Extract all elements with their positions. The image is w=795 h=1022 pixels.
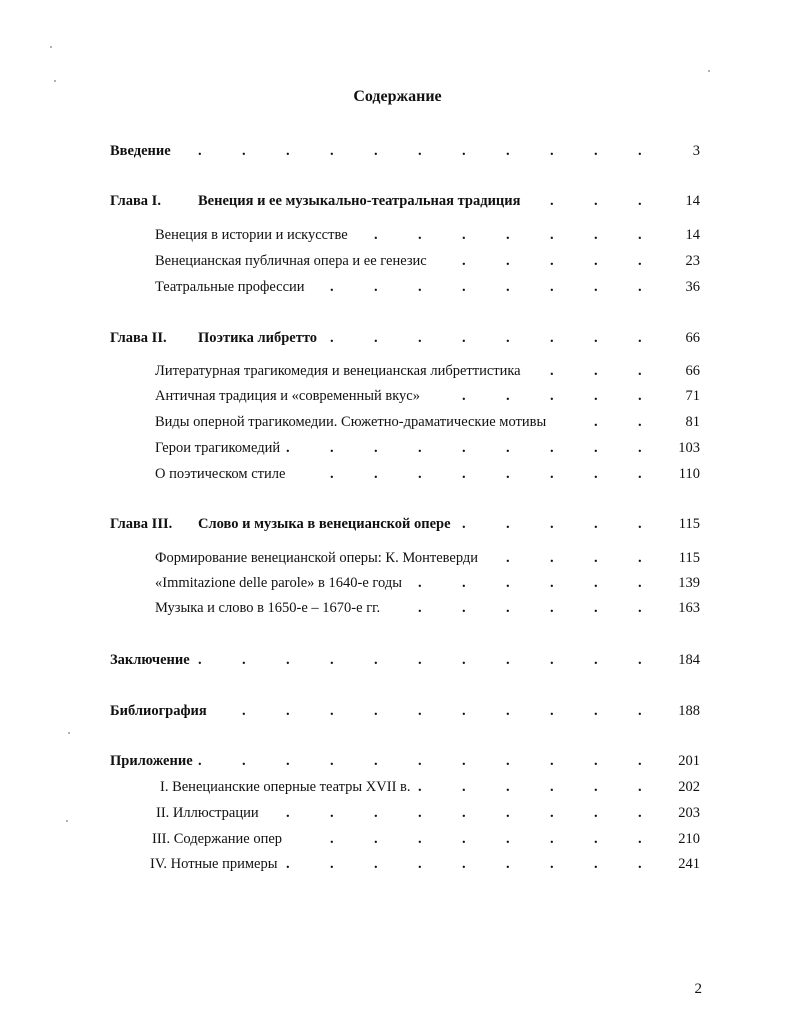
leader-dot: . (418, 856, 422, 872)
leader-dot: . (418, 779, 422, 795)
leader-dot: . (550, 363, 554, 379)
toc-label: Античная традиция и «современный вкус» (155, 388, 420, 404)
leader-dot: . (330, 703, 334, 719)
toc-page-number: 14 (685, 193, 700, 209)
leader-dot: . (418, 279, 422, 295)
toc-entry-section (155, 598, 715, 618)
leader-dot: . (638, 279, 642, 295)
toc-page-number: 14 (685, 227, 700, 243)
toc-entry-section (155, 386, 715, 406)
leader-dot: . (638, 652, 642, 668)
toc-page-number: 139 (678, 575, 700, 591)
toc-entry-chapter-2 (110, 328, 710, 348)
scan-speck (54, 80, 56, 82)
toc-entry-chapter-1 (110, 191, 710, 211)
toc-label: Приложение (110, 753, 193, 769)
leader-dot: . (550, 388, 554, 404)
leader-dot: . (330, 143, 334, 159)
leader-dot: . (462, 805, 466, 821)
toc-entry-section (155, 573, 715, 593)
leader-dot: . (550, 253, 554, 269)
scan-speck (66, 820, 68, 822)
toc-label: О поэтическом стиле (155, 466, 286, 482)
toc-page-number: 23 (685, 253, 700, 269)
leader-dot: . (330, 466, 334, 482)
leader-dot: . (638, 388, 642, 404)
leader-dot: . (638, 227, 642, 243)
leader-dot: . (506, 550, 510, 566)
toc-entry-section (155, 412, 715, 432)
leader-dot: . (462, 856, 466, 872)
leader-dot: . (462, 279, 466, 295)
leader-dot: . (550, 856, 554, 872)
toc-label: Литературная трагикомедия и венецианская либреттистика (155, 363, 521, 379)
toc-entry-section (155, 277, 715, 297)
leader-dot: . (594, 193, 598, 209)
leader-dot: . (638, 330, 642, 346)
leader-dot: . (418, 575, 422, 591)
leader-dot: . (506, 440, 510, 456)
leader-dot: . (242, 652, 246, 668)
leader-dot: . (374, 143, 378, 159)
page-title: Содержание (353, 88, 442, 105)
leader-dot: . (506, 600, 510, 616)
leader-dot: . (506, 253, 510, 269)
leader-dot: . (374, 831, 378, 847)
leader-dot: . (594, 466, 598, 482)
toc-page-number: 3 (692, 143, 700, 159)
leader-dot: . (374, 440, 378, 456)
leader-dot: . (462, 330, 466, 346)
leader-dot: . (506, 466, 510, 482)
leader-dot: . (330, 805, 334, 821)
toc-label: Слово и музыка в венецианской опере (198, 516, 451, 532)
chapter-number: Глава III. (110, 516, 173, 532)
leader-dot: . (638, 516, 642, 532)
leader-dot: . (638, 779, 642, 795)
leader-dot: . (550, 227, 554, 243)
leader-dot: . (638, 143, 642, 159)
leader-dot: . (418, 440, 422, 456)
leader-dot: . (462, 575, 466, 591)
toc-label: II. Иллюстрации (156, 805, 259, 821)
leader-dot: . (374, 753, 378, 769)
toc-entry-bibliography (110, 701, 710, 721)
toc-page-number: 36 (685, 279, 700, 295)
leader-dot: . (418, 652, 422, 668)
toc-label: IV. Нотные примеры (150, 856, 278, 872)
toc-label: Герои трагикомедий (155, 440, 281, 456)
toc-entry-chapter-3 (110, 514, 710, 534)
leader-dot: . (462, 253, 466, 269)
leader-dot: . (198, 753, 202, 769)
leader-dot: . (594, 227, 598, 243)
toc-page-number: 202 (678, 779, 700, 795)
leader-dot: . (418, 143, 422, 159)
leader-dot: . (330, 652, 334, 668)
leader-dot: . (550, 703, 554, 719)
toc-page-number: 66 (685, 363, 700, 379)
toc-label: Формирование венецианской оперы: К. Монтеверди (155, 550, 479, 566)
leader-dot: . (286, 753, 290, 769)
toc-page-number: 203 (678, 805, 700, 821)
leader-dot: . (506, 227, 510, 243)
leader-dot: . (462, 753, 466, 769)
leader-dot: . (330, 856, 334, 872)
toc-entry-appendix-item (150, 854, 715, 874)
leader-dot: . (594, 703, 598, 719)
leader-dot: . (638, 753, 642, 769)
toc-entry-section (155, 361, 715, 381)
leader-dot: . (506, 753, 510, 769)
toc-label: «Immitazione delle parole» в 1640-е годы (155, 575, 402, 591)
toc-label: Виды оперной трагикомедии. Сюжетно-драматические мотивы (155, 414, 547, 430)
toc-entry-appendix (110, 751, 710, 771)
toc-entry-section (155, 251, 715, 271)
leader-dot: . (506, 388, 510, 404)
leader-dot: . (550, 550, 554, 566)
leader-dot: . (286, 143, 290, 159)
leader-dot: . (242, 143, 246, 159)
leader-dot: . (638, 414, 642, 430)
leader-dot: . (638, 831, 642, 847)
leader-dot: . (374, 227, 378, 243)
toc-entry-section (155, 225, 715, 245)
toc-entry-appendix-item (156, 803, 715, 823)
leader-dot: . (506, 703, 510, 719)
leader-dot: . (638, 600, 642, 616)
scan-speck (68, 732, 70, 734)
toc-entry-section (155, 438, 715, 458)
toc-label: Поэтика либретто (198, 330, 318, 346)
leader-dot: . (462, 703, 466, 719)
leader-dot: . (242, 753, 246, 769)
leader-dot: . (594, 779, 598, 795)
toc-entry-section (155, 548, 715, 568)
leader-dot: . (506, 143, 510, 159)
leader-dot: . (506, 279, 510, 295)
leader-dot: . (638, 856, 642, 872)
toc-page-number: 110 (678, 466, 700, 482)
leader-dot: . (594, 330, 598, 346)
leader-dot: . (550, 753, 554, 769)
leader-dot: . (638, 193, 642, 209)
toc-page-number: 81 (685, 414, 700, 430)
leader-dot: . (418, 330, 422, 346)
toc-entry-introduction (110, 141, 710, 161)
toc-page-number: 210 (678, 831, 700, 847)
leader-dot: . (418, 600, 422, 616)
leader-dot: . (330, 440, 334, 456)
leader-dot: . (462, 466, 466, 482)
leader-dot: . (286, 856, 290, 872)
leader-dot: . (330, 831, 334, 847)
leader-dot: . (594, 414, 598, 430)
chapter-number: Глава I. (110, 193, 161, 209)
leader-dot: . (594, 516, 598, 532)
leader-dot: . (418, 703, 422, 719)
toc-page-number: 115 (678, 516, 700, 532)
toc-label: Библиография (110, 703, 207, 719)
leader-dot: . (638, 440, 642, 456)
leader-dot: . (462, 831, 466, 847)
scan-speck (708, 70, 710, 72)
leader-dot: . (506, 652, 510, 668)
leader-dot: . (550, 805, 554, 821)
leader-dot: . (374, 703, 378, 719)
leader-dot: . (550, 440, 554, 456)
leader-dot: . (594, 253, 598, 269)
leader-dot: . (594, 143, 598, 159)
leader-dot: . (506, 831, 510, 847)
leader-dot: . (242, 703, 246, 719)
leader-dot: . (506, 856, 510, 872)
leader-dot: . (638, 253, 642, 269)
leader-dot: . (286, 652, 290, 668)
leader-dot: . (550, 575, 554, 591)
leader-dot: . (506, 805, 510, 821)
leader-dot: . (330, 279, 334, 295)
leader-dot: . (418, 805, 422, 821)
chapter-number: Глава II. (110, 330, 167, 346)
leader-dot: . (638, 703, 642, 719)
leader-dot: . (594, 575, 598, 591)
toc-label: III. Содержание опер (152, 831, 283, 847)
toc-label: Заключение (110, 652, 190, 668)
leader-dot: . (418, 753, 422, 769)
toc-entry-section (155, 464, 715, 484)
leader-dot: . (506, 575, 510, 591)
leader-dot: . (594, 600, 598, 616)
leader-dot: . (550, 652, 554, 668)
toc-label: Венеция и ее музыкально-театральная традиция (198, 193, 521, 209)
leader-dot: . (594, 856, 598, 872)
leader-dot: . (418, 831, 422, 847)
leader-dot: . (638, 363, 642, 379)
leader-dot: . (374, 466, 378, 482)
leader-dot: . (462, 779, 466, 795)
toc-page-number: 241 (678, 856, 700, 872)
toc-page-number: 201 (678, 753, 700, 769)
toc-page-number: 163 (678, 600, 700, 616)
leader-dot: . (506, 779, 510, 795)
leader-dot: . (594, 805, 598, 821)
toc-page-number: 103 (678, 440, 700, 456)
leader-dot: . (594, 388, 598, 404)
leader-dot: . (462, 227, 466, 243)
leader-dot: . (550, 330, 554, 346)
toc-page-number: 188 (678, 703, 700, 719)
leader-dot: . (374, 652, 378, 668)
leader-dot: . (506, 516, 510, 532)
leader-dot: . (550, 143, 554, 159)
leader-dot: . (638, 575, 642, 591)
leader-dot: . (550, 516, 554, 532)
leader-dot: . (198, 652, 202, 668)
leader-dot: . (594, 652, 598, 668)
leader-dot: . (594, 831, 598, 847)
leader-dot: . (594, 753, 598, 769)
leader-dot: . (550, 779, 554, 795)
leader-dot: . (286, 440, 290, 456)
leader-dot: . (594, 279, 598, 295)
leader-dot: . (286, 805, 290, 821)
leader-dot: . (594, 363, 598, 379)
leader-dot: . (198, 143, 202, 159)
toc-page-number: 184 (678, 652, 700, 668)
leader-dot: . (462, 143, 466, 159)
leader-dot: . (418, 227, 422, 243)
leader-dot: . (462, 600, 466, 616)
toc-label: Театральные профессии (155, 279, 305, 295)
toc-page-number: 71 (685, 388, 700, 404)
leader-dot: . (330, 330, 334, 346)
scan-speck (50, 46, 52, 48)
toc-page-number: 115 (678, 550, 700, 566)
toc-label: Венецианская публичная опера и ее генезис (155, 253, 427, 269)
leader-dot: . (550, 600, 554, 616)
leader-dot: . (506, 330, 510, 346)
toc-label: I. Венецианские оперные театры XVII в. (160, 779, 411, 795)
leader-dot: . (550, 466, 554, 482)
toc-page-number: 66 (685, 330, 700, 346)
leader-dot: . (418, 466, 422, 482)
leader-dot: . (594, 550, 598, 566)
leader-dot: . (374, 279, 378, 295)
leader-dot: . (638, 550, 642, 566)
leader-dot: . (374, 330, 378, 346)
leader-dot: . (462, 388, 466, 404)
leader-dot: . (462, 516, 466, 532)
toc-label: Музыка и слово в 1650-е – 1670-е гг. (155, 600, 381, 616)
leader-dot: . (374, 856, 378, 872)
leader-dot: . (550, 193, 554, 209)
toc-entry-appendix-item (152, 829, 715, 849)
leader-dot: . (286, 703, 290, 719)
leader-dot: . (462, 440, 466, 456)
leader-dot: . (462, 652, 466, 668)
toc-entry-appendix-item (160, 777, 715, 797)
leader-dot: . (594, 440, 598, 456)
leader-dot: . (550, 279, 554, 295)
leader-dot: . (374, 805, 378, 821)
page-number: 2 (694, 981, 702, 997)
leader-dot: . (550, 831, 554, 847)
leader-dot: . (638, 805, 642, 821)
leader-dot: . (638, 466, 642, 482)
toc-entry-conclusion (110, 650, 710, 670)
toc-label: Введение (110, 143, 171, 159)
leader-dot: . (330, 753, 334, 769)
toc-label: Венеция в истории и искусстве (155, 227, 348, 243)
